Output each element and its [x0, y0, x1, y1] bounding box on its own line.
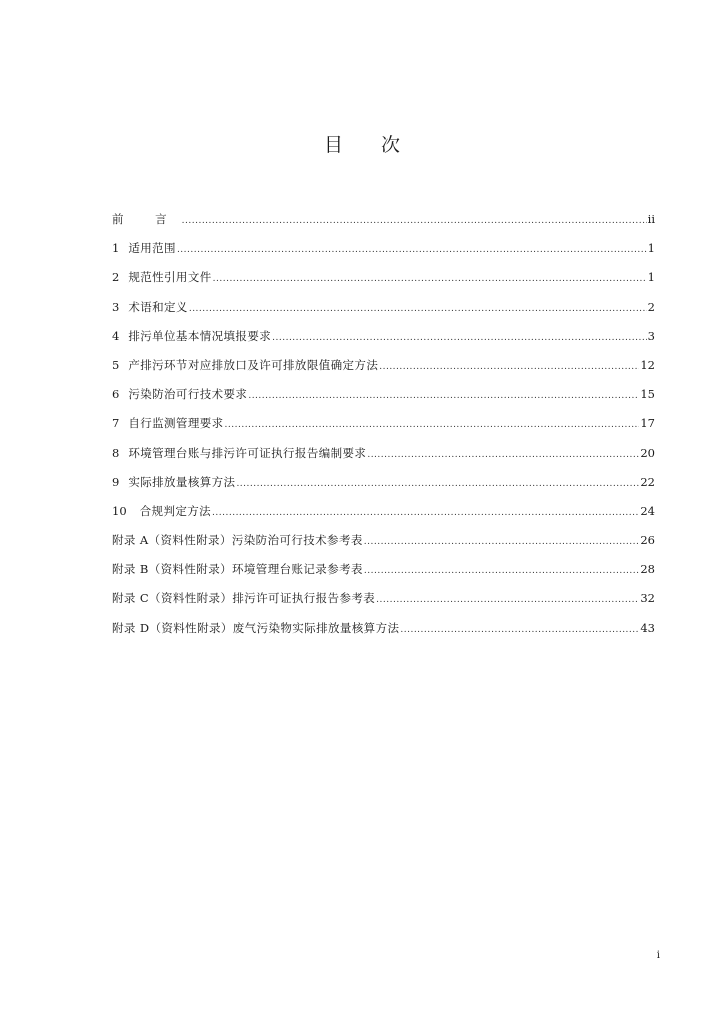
- toc-entry-page: 17: [640, 416, 655, 431]
- toc-entry-page: 22: [640, 474, 655, 489]
- toc-entry-9[interactable]: [112, 472, 655, 501]
- toc-leader-dots: [212, 503, 639, 523]
- toc-entry-number: 6: [112, 387, 120, 402]
- toc-entry-number: 7: [112, 416, 120, 431]
- toc-entry-text: 规范性引用文件: [128, 270, 212, 285]
- toc-entry-number: 2: [112, 270, 120, 285]
- toc-entry-text: 前 言: [112, 212, 181, 226]
- toc-entry-appendix-b[interactable]: [112, 559, 655, 588]
- toc-entry-preface[interactable]: [112, 209, 655, 238]
- toc-leader-dots: [376, 590, 639, 610]
- toc-entry-text: 附录 D（资料性附录）废气污染物实际排放量核算方法: [112, 620, 400, 635]
- toc-entry-text: 术语和定义: [128, 299, 188, 314]
- toc-entry-number: 8: [112, 445, 120, 460]
- toc-entry-page: 43: [640, 620, 655, 635]
- toc-entry-text: 污染防治可行技术要求: [128, 387, 248, 402]
- page-title: 目 次: [323, 134, 417, 156]
- toc-leader-dots: [177, 240, 647, 260]
- toc-entry-4[interactable]: [112, 326, 655, 355]
- toc-entry-text: 自行监测管理要求: [128, 416, 224, 431]
- toc-leader-dots: [272, 328, 647, 348]
- toc-entry-page: 12: [640, 357, 655, 372]
- page-number: i: [656, 950, 660, 961]
- toc-entry-page: 28: [640, 562, 655, 577]
- toc-entry-number: 5: [112, 357, 120, 372]
- toc-leader-dots: [364, 532, 640, 552]
- toc-entry-appendix-c[interactable]: [112, 588, 655, 617]
- toc-entry-appendix-d[interactable]: [112, 618, 655, 647]
- toc-entry-6[interactable]: [112, 384, 655, 413]
- toc-leader-dots: [236, 474, 639, 494]
- toc-leader-dots: [379, 357, 639, 377]
- toc-leader-dots: [367, 445, 639, 465]
- toc-entry-text: 附录 A（资料性附录）污染防治可行技术参考表: [112, 533, 363, 548]
- toc-entry-1[interactable]: [112, 238, 655, 267]
- toc-entry-page: 3: [647, 328, 655, 343]
- toc-leader-dots: [182, 211, 647, 231]
- toc-entry-page: 32: [640, 591, 655, 606]
- toc-entry-text: 适用范围: [128, 241, 176, 256]
- toc-entry-number: 9: [112, 474, 120, 489]
- toc-leader-dots: [213, 269, 647, 289]
- toc-leader-dots: [400, 620, 639, 640]
- toc-entry-text: 产排污环节对应排放口及许可排放限值确定方法: [128, 357, 379, 372]
- toc-entry-7[interactable]: [112, 413, 655, 442]
- toc-leader-dots: [225, 415, 640, 435]
- toc-entry-text: 合规判定方法: [139, 503, 212, 518]
- toc-entry-number: 10: [112, 503, 127, 518]
- toc-entry-text: 附录 B（资料性附录）环境管理台账记录参考表: [112, 562, 363, 577]
- toc-entry-page: 15: [640, 387, 655, 402]
- toc-entry-number: 4: [112, 328, 120, 343]
- toc-entry-text: 环境管理台账与排污许可证执行报告编制要求: [128, 445, 367, 460]
- toc-leader-dots: [189, 299, 647, 319]
- toc-entry-text: 附录 C（资料性附录）排污许可证执行报告参考表: [112, 591, 376, 606]
- toc-entry-10[interactable]: [112, 501, 655, 530]
- toc-entry-page: 1: [647, 270, 655, 285]
- toc-entry-3[interactable]: [112, 297, 655, 326]
- table-of-contents: [112, 209, 655, 647]
- toc-leader-dots: [248, 386, 639, 406]
- toc-entry-2[interactable]: [112, 267, 655, 296]
- toc-entry-number: 1: [112, 241, 120, 256]
- toc-entry-page: 24: [640, 503, 655, 518]
- toc-entry-page: 20: [640, 445, 655, 460]
- toc-entry-8[interactable]: [112, 443, 655, 472]
- toc-entry-text: 实际排放量核算方法: [128, 474, 236, 489]
- toc-entry-page: 2: [647, 299, 655, 314]
- toc-entry-number: 3: [112, 299, 120, 314]
- toc-leader-dots: [364, 561, 639, 581]
- toc-entry-text: 排污单位基本情况填报要求: [128, 328, 272, 343]
- toc-entry-appendix-a[interactable]: [112, 530, 655, 559]
- toc-entry-page: ii: [647, 212, 655, 226]
- toc-entry-page: 26: [640, 533, 655, 548]
- toc-entry-page: 1: [647, 241, 655, 256]
- toc-entry-5[interactable]: [112, 355, 655, 384]
